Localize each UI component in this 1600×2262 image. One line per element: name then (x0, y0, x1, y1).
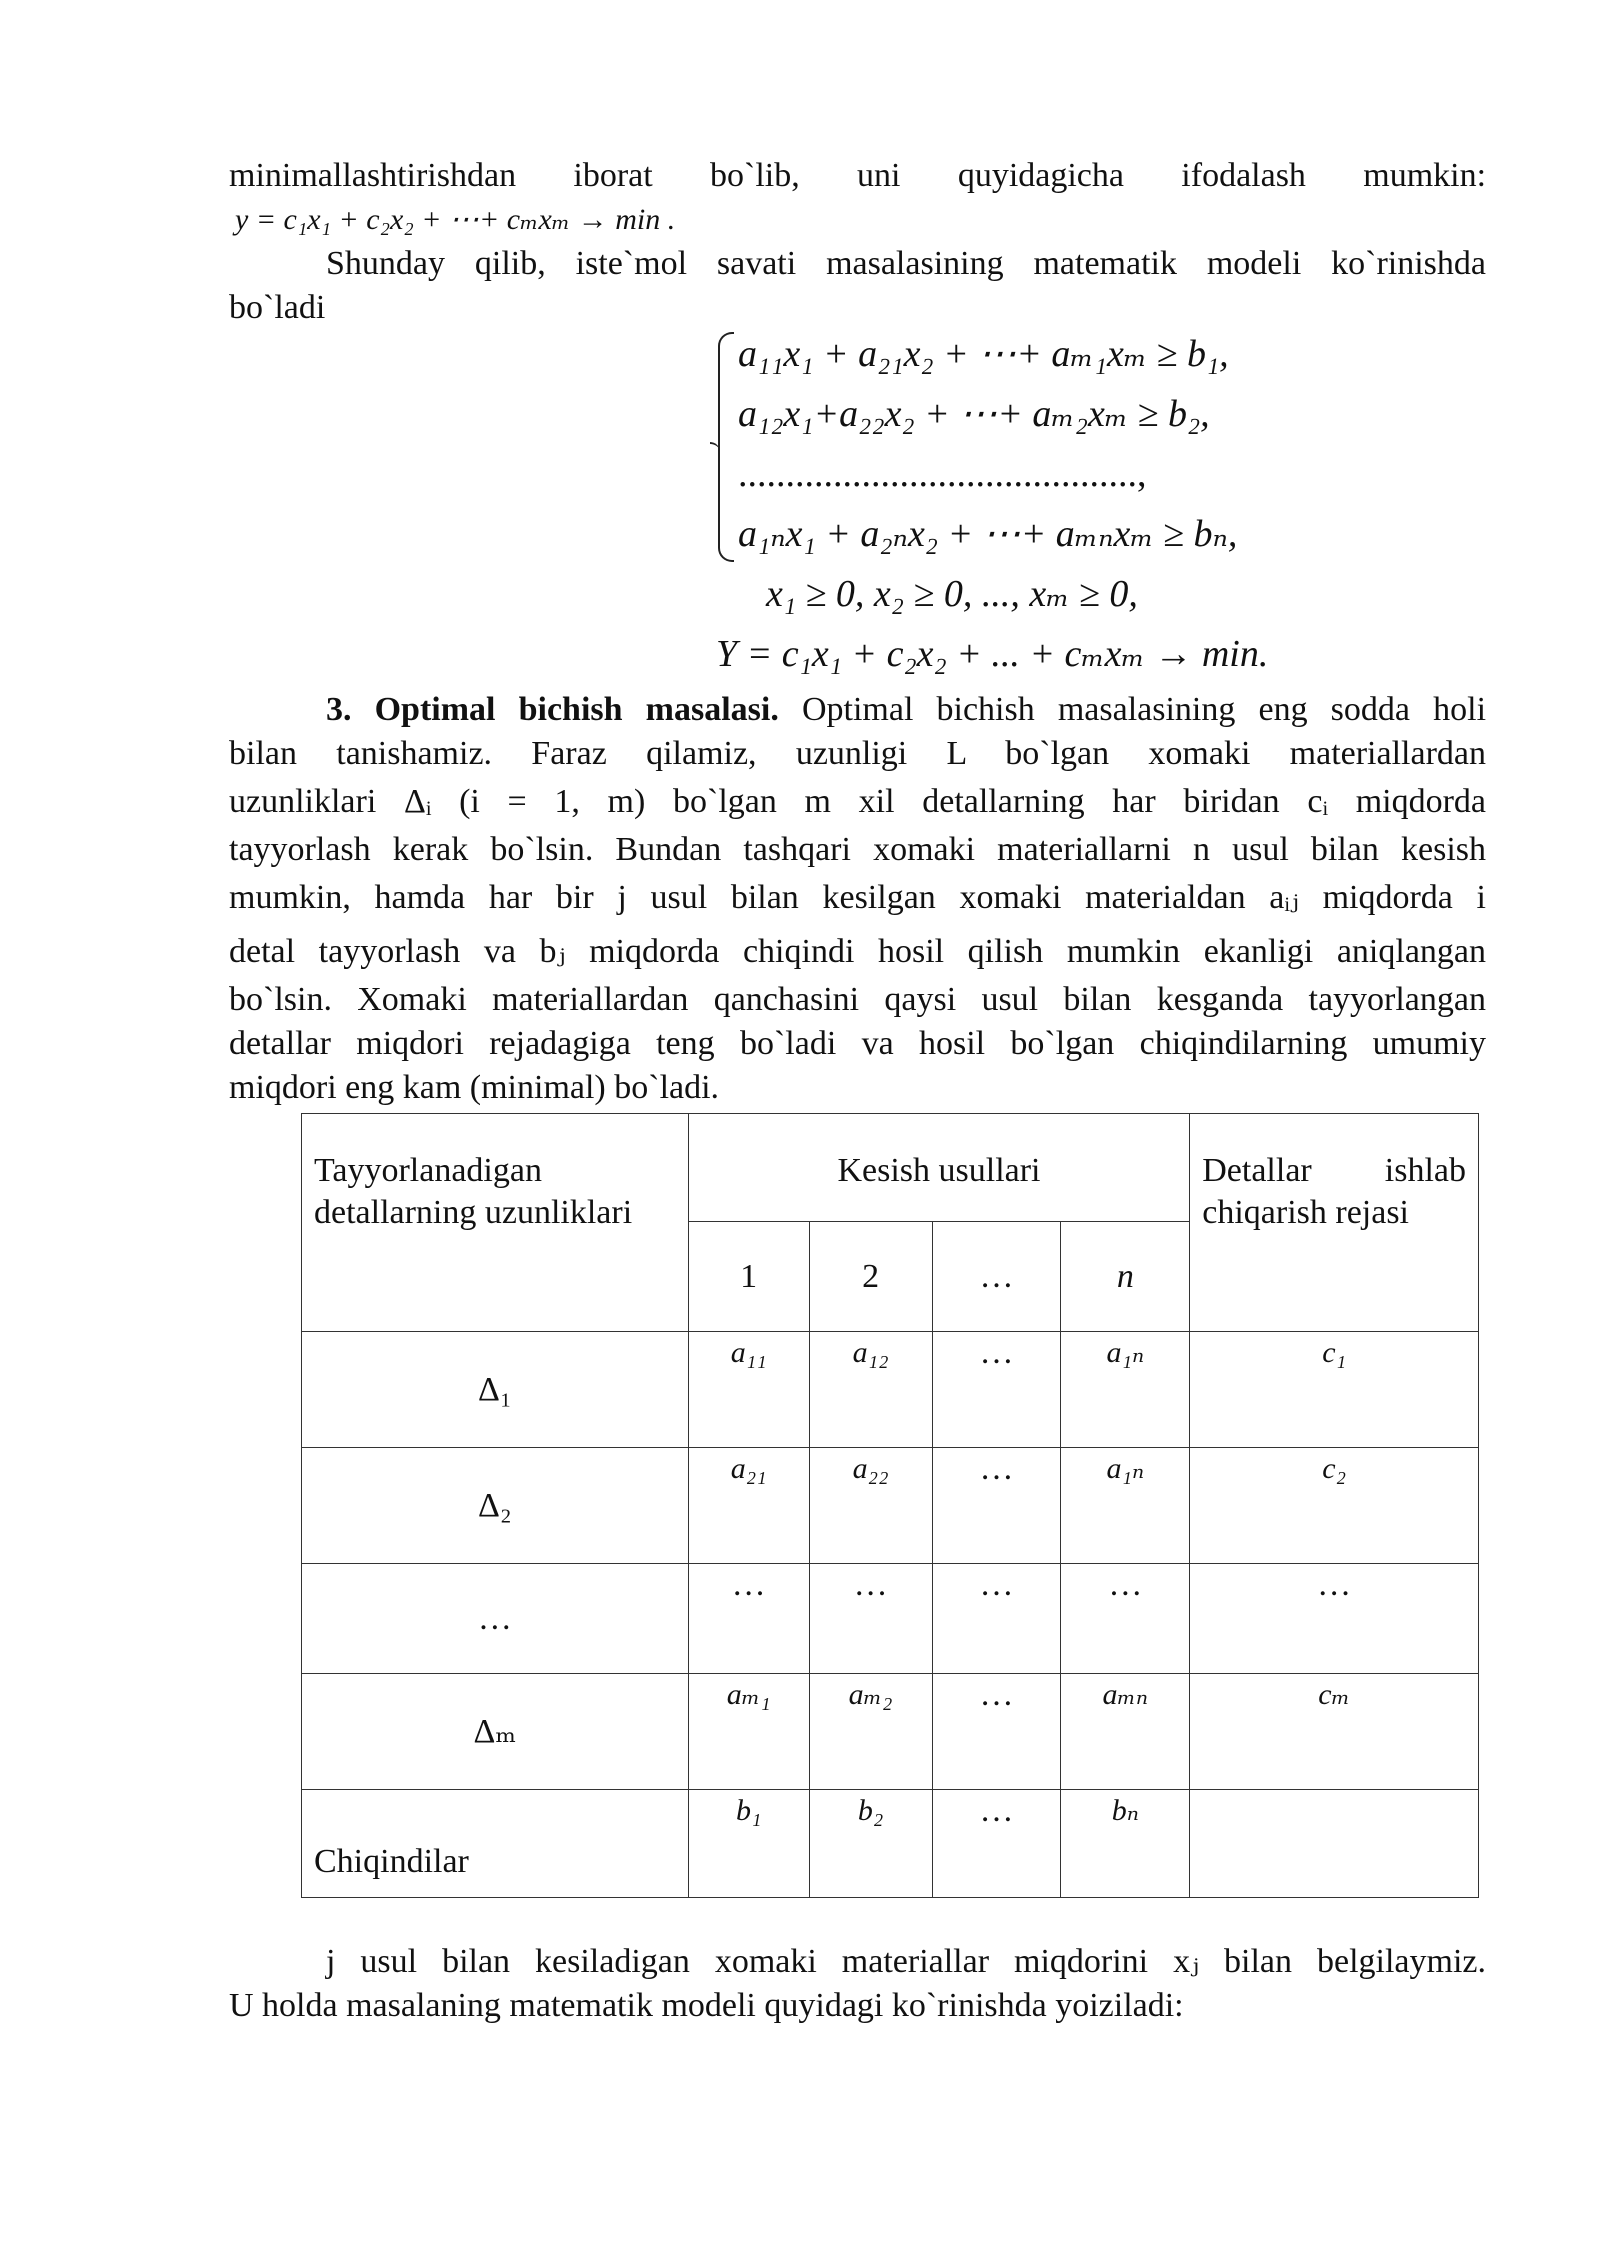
table-cell: … (932, 1790, 1061, 1898)
section-line: uzunliklari Δᵢ (i = 1, m) bo`lgan m xil detallarning har biridan cᵢ miqdorda (229, 783, 1486, 820)
paragraph-intro (229, 154, 1486, 242)
table-cell: aₘ₁ (688, 1674, 809, 1790)
table-cell: b₂ (809, 1790, 932, 1898)
table-cell: … (932, 1674, 1061, 1790)
system-row-1: a₁₁x₁ + a₂₁x₂ + ⋯+ aₘ₁xₘ ≥ b₁, (738, 333, 1229, 375)
system-row-4: a₁ₙx₁ + a₂ₙx₂ + ⋯+ aₘₙxₘ ≥ bₙ, (738, 513, 1238, 555)
nonnegativity-constraints: x₁ ≥ 0, x₂ ≥ 0, ..., xₘ ≥ 0, (766, 573, 1138, 615)
table-row (302, 1332, 1479, 1448)
row-label: Δ₂ (302, 1448, 689, 1564)
header-production-plan: Detallar ishlab chiqarish rejasi (1190, 1114, 1479, 1332)
plan-cell (1190, 1790, 1479, 1898)
table-cell: … (932, 1448, 1061, 1564)
table-cell: a₁₁ (688, 1332, 809, 1448)
section-line: bilan tanishamiz. Faraz qilamiz, uzunligi L bo`lgan xomaki materiallardan (229, 735, 1486, 772)
objective-function: Y = c₁x₁ + c₂x₂ + ... + cₘxₘ → min. (716, 633, 1269, 675)
system-brace (718, 332, 734, 562)
row-label-waste: Chiqindilar (302, 1790, 689, 1898)
table-cell: aₘ₂ (809, 1674, 932, 1790)
table-cell: a₁ₙ (1061, 1448, 1190, 1564)
table-cell: aₘₙ (1061, 1674, 1190, 1790)
header-cutting-methods: Kesish usullari (688, 1114, 1190, 1222)
section-line: mumkin, hamda har bir j usul bilan kesilgan xomaki materialdan aᵢⱼ miqdorda i (229, 879, 1486, 916)
method-number: 1 (688, 1222, 809, 1332)
plan-cell: c₁ (1190, 1332, 1479, 1448)
table-cell: a₂₁ (688, 1448, 809, 1564)
method-number: n (1061, 1222, 1190, 1332)
closing-line-1: j usul bilan kesiladigan xomaki materiallar miqdorini xⱼ bilan belgilaymiz. (326, 1943, 1486, 1980)
closing-line-2: U holda masalaning matematik modeli quyidagi ko`rinishda yoiziladi: (229, 1987, 1184, 2024)
section-heading: 3. Optimal bichish masalasi. (326, 691, 779, 728)
table-row (302, 1790, 1479, 1898)
row-label: Δ₁ (302, 1332, 689, 1448)
method-number: 2 (809, 1222, 932, 1332)
table-row (302, 1448, 1479, 1564)
section-first-line: 3. Optimal bichish masalasi. Optimal bichish masalasining eng sodda holi (326, 691, 1487, 728)
row-label: Δₘ (302, 1674, 689, 1790)
section-optimal-cutting (229, 688, 1486, 1110)
table-cell: … (688, 1564, 809, 1674)
system-row-3: .........................................., (738, 453, 1147, 495)
system-row-2: a₁₂x₁+a₂₂x₂ + ⋯+ aₘ₂xₘ ≥ b₂, (738, 393, 1210, 435)
table-cell: a₂₂ (809, 1448, 932, 1564)
table-row (302, 1564, 1479, 1674)
section-line: tayyorlash kerak bo`lsin. Bundan tashqari xomaki materiallarni n usul bilan kesish (229, 831, 1486, 868)
table-cell: a₁₂ (809, 1332, 932, 1448)
table-cell: … (932, 1332, 1061, 1448)
section-line: miqdori eng kam (minimal) bo`ladi. (229, 1069, 720, 1106)
plan-cell: cₘ (1190, 1674, 1479, 1790)
paragraph-model (229, 242, 1486, 330)
plan-cell: c₂ (1190, 1448, 1479, 1564)
intro-line: minimallashtirishdan iborat bo`lib, uni quyidagicha ifodalash mumkin: (229, 157, 1487, 194)
paragraph-closing (229, 1940, 1486, 2028)
model-line-2: bo`ladi (229, 289, 326, 326)
table-cell: b₁ (688, 1790, 809, 1898)
row-label: … (302, 1564, 689, 1674)
table-cell: … (932, 1564, 1061, 1674)
plan-cell: … (1190, 1564, 1479, 1674)
section-line: bo`lsin. Xomaki materiallardan qanchasini qaysi usul bilan kesganda tayyorlangan (229, 981, 1486, 1018)
header-detail-lengths: Tayyorlanadigan detallarning uzunliklari (302, 1114, 689, 1332)
section-line: detal tayyorlash va bⱼ miqdorda chiqindi hosil qilish mumkin ekanligi aniqlangan (229, 933, 1486, 970)
method-number: … (932, 1222, 1061, 1332)
table-cell: a₁ₙ (1061, 1332, 1190, 1448)
section-line: detallar miqdori rejadagiga teng bo`ladi va hosil bo`lgan chiqindilarning umumiy (229, 1025, 1486, 1062)
table-row (302, 1674, 1479, 1790)
table-cell: … (1061, 1564, 1190, 1674)
objective-formula-small: y = c₁x₁ + c₂x₂ + ⋯+ cₘxₘ → min . (235, 203, 676, 236)
table-cell: … (809, 1564, 932, 1674)
cutting-table (301, 1113, 1479, 1898)
model-line-1: Shunday qilib, iste`mol savati masalasining matematik modeli ko`rinishda (326, 245, 1486, 282)
table-cell: bₙ (1061, 1790, 1190, 1898)
